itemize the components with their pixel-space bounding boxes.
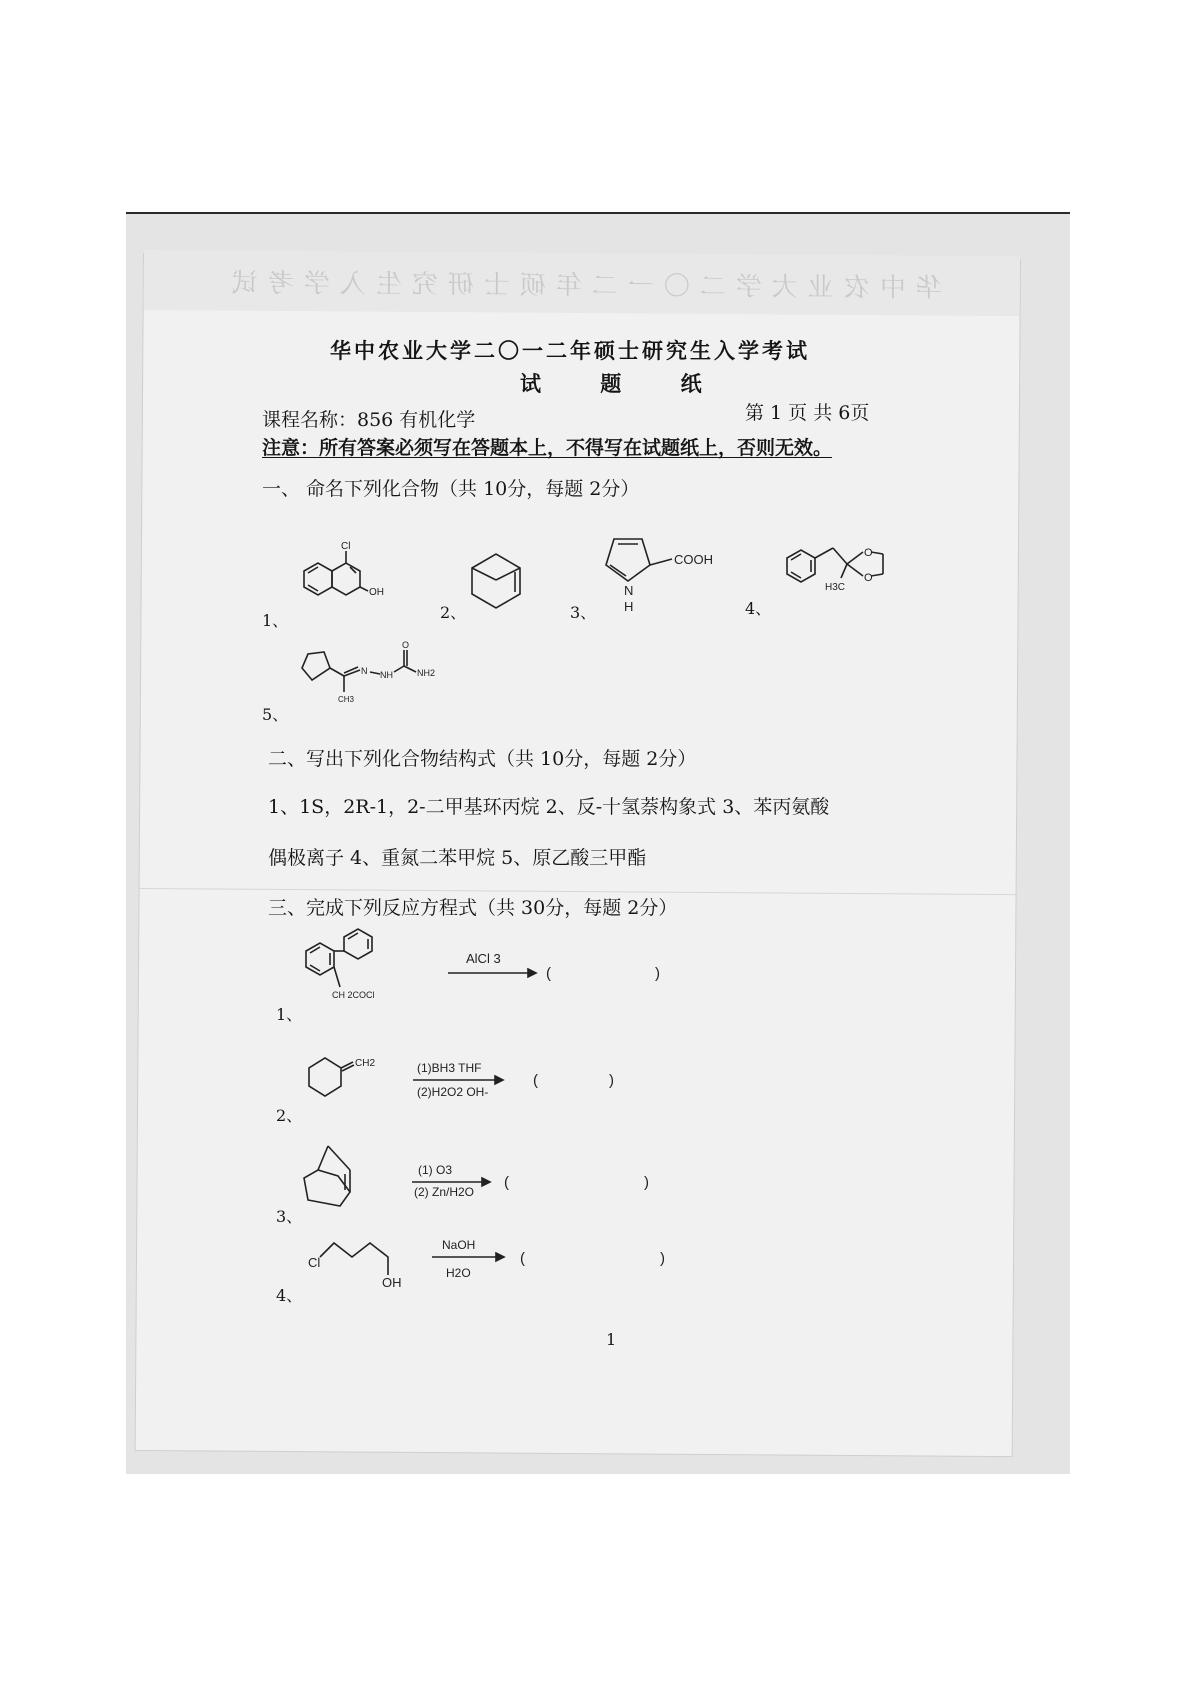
- section2-line1: 1、1S，2R-1，2-二甲基环丙烷 2、反-十氢萘构象式 3、苯丙氨酸: [268, 796, 830, 818]
- compound-pyrrole-carboxylic-acid: [592, 525, 742, 615]
- label-oh: OH: [382, 1275, 402, 1290]
- s1-item-2-number: 2、: [440, 603, 467, 622]
- label-n: N: [624, 583, 634, 598]
- r1-open: (: [546, 965, 551, 982]
- r3-close: ): [644, 1174, 649, 1191]
- reaction-2: [305, 1050, 645, 1130]
- compound-norbornene: [462, 548, 532, 618]
- label-nh: NH: [380, 670, 393, 680]
- section2-line2: 偶极离子 4、重氮二苯甲烷 5、原乙酸三甲酯: [268, 847, 647, 869]
- reaction-3: [300, 1140, 670, 1220]
- compound-chloronaphthol: [290, 541, 400, 625]
- exam-title: 华中农业大学二〇一二年硕士研究生入学考试: [330, 338, 810, 363]
- r2-close: ): [609, 1072, 614, 1089]
- section3-heading: 三、完成下列反应方程式（共 30分，每题 2分）: [268, 897, 678, 919]
- label-ch2cocl: CH 2COCl: [332, 990, 375, 1000]
- r3-open: (: [504, 1174, 509, 1191]
- exam-subtitle: 试 题 纸: [520, 371, 728, 396]
- s1-item-5-number: 5、: [262, 705, 289, 724]
- reaction-4: [300, 1235, 680, 1305]
- page-info: 第 1 页 共 6页: [745, 402, 870, 424]
- r2-number: 2、: [276, 1106, 303, 1125]
- r1-number: 1、: [276, 1005, 303, 1024]
- r2-reagent-bottom: (2)H2O2 OH-: [417, 1085, 489, 1099]
- label-nh2: NH2: [417, 668, 436, 678]
- section1-heading: 一、 命名下列化合物（共 10分，每题 2分）: [262, 478, 640, 500]
- course-name: 课程名称：856 有机化学: [262, 409, 476, 431]
- compound-semicarbazone: [296, 640, 456, 720]
- page-number: 1: [606, 1330, 617, 1349]
- r4-reagent-top: NaOH: [442, 1238, 476, 1252]
- label-n: N: [361, 666, 368, 676]
- bleed-through-strip: [144, 250, 1020, 316]
- label-cl: Cl: [308, 1255, 321, 1270]
- label-o-bottom: O: [864, 572, 873, 584]
- label-oh: OH: [369, 587, 384, 598]
- r4-number: 4、: [276, 1286, 303, 1305]
- s1-item-4-number: 4、: [745, 599, 772, 618]
- r4-close: ): [660, 1250, 665, 1267]
- s1-item-1-number: 1、: [262, 611, 289, 630]
- label-ch2: CH2: [355, 1058, 376, 1069]
- r2-reagent-top: (1)BH3 THF: [417, 1061, 482, 1075]
- r4-open: (: [520, 1250, 525, 1267]
- label-cl: Cl: [341, 541, 351, 552]
- r2-open: (: [533, 1072, 538, 1089]
- label-h3c: H3C: [825, 582, 846, 593]
- label-o: O: [402, 640, 410, 650]
- section2-heading: 二、写出下列化合物结构式（共 10分，每题 2分）: [268, 748, 697, 770]
- label-h: H: [624, 599, 634, 614]
- compound-benzyl-dioxolane: [775, 540, 935, 620]
- label-cooh: COOH: [674, 552, 713, 567]
- bleed-through-text: 华中农业大学二〇一二年硕士研究生入学考试: [221, 268, 942, 304]
- r1-reagent: AlCl 3: [466, 951, 501, 966]
- notice: 注意：所有答案必须写在答题本上，不得写在试题纸上，否则无效。: [262, 437, 833, 459]
- label-ch3: CH3: [338, 695, 355, 704]
- label-o-top: O: [864, 547, 873, 559]
- r3-reagent-top: (1) O3: [418, 1163, 453, 1177]
- r4-reagent-bottom: H2O: [446, 1266, 471, 1280]
- r1-close: ): [655, 965, 660, 982]
- r3-number: 3、: [276, 1207, 303, 1226]
- r3-reagent-bottom: (2) Zn/H2O: [414, 1185, 475, 1199]
- reaction-1: [300, 935, 680, 1015]
- s1-item-3-number: 3、: [570, 603, 597, 622]
